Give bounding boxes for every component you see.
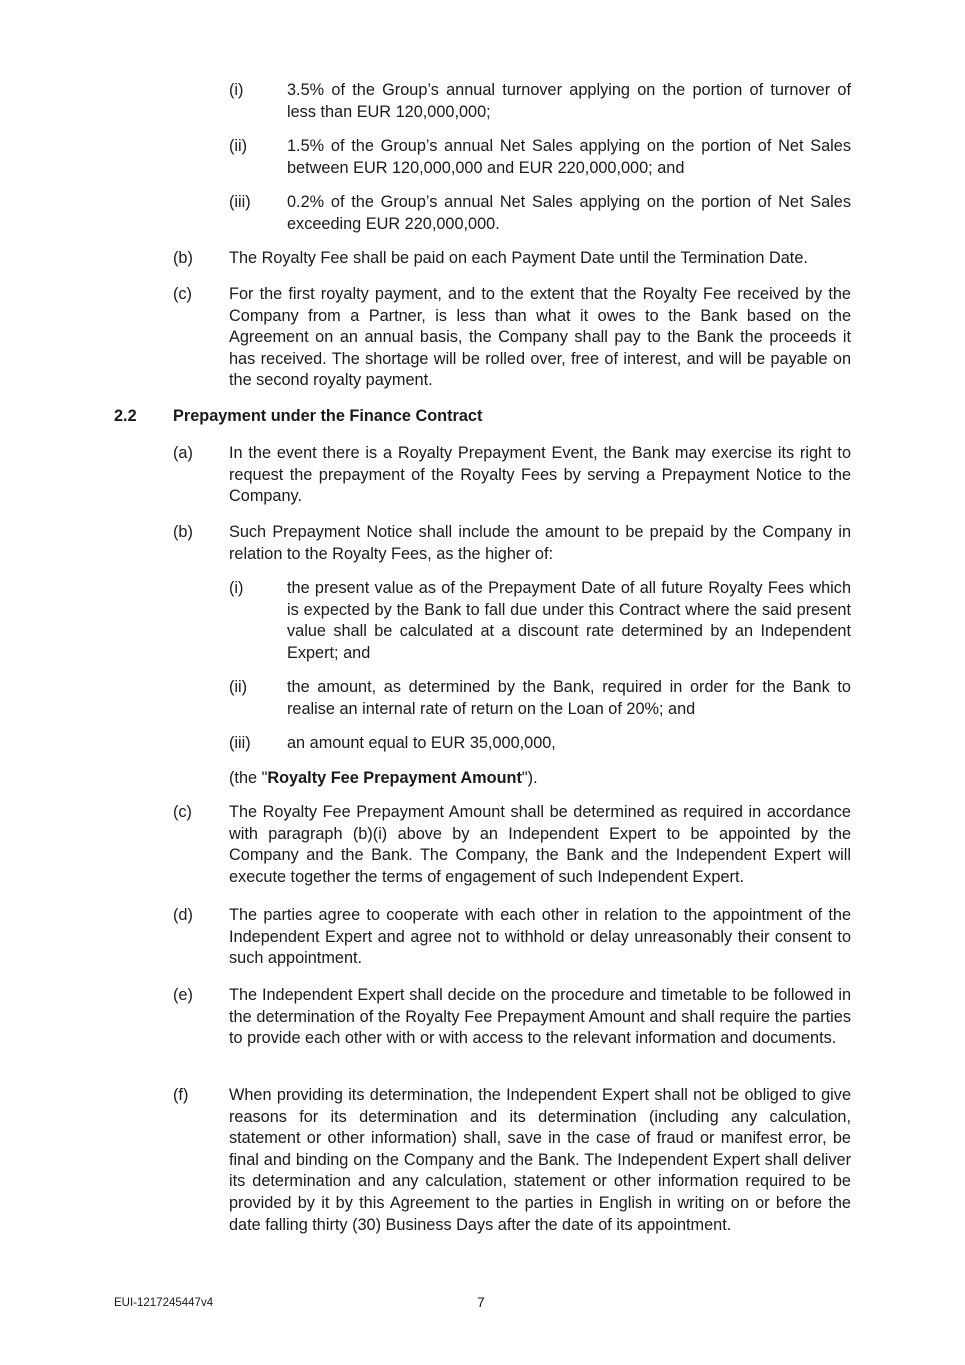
paragraph-label: (b)	[173, 249, 193, 267]
defined-term-line	[229, 768, 538, 790]
paragraph-text: In the event there is a Royalty Prepayment Event, the Bank may exercise its right to request the prepayment of the Royalty Fees by serving a Prepayment Notice to the Company.	[229, 444, 851, 506]
list-item-label: (i)	[229, 81, 244, 99]
paragraph-label: (d)	[173, 906, 193, 924]
defined-term: Royalty Fee Prepayment Amount	[267, 769, 522, 787]
list-item-text: 1.5% of the Group’s annual Net Sales applying on the portion of Net Sales between EUR 120,000,000 and EUR 220,000,000; and	[287, 137, 851, 177]
list-item-label: (ii)	[229, 137, 248, 155]
paragraph-text: The Royalty Fee shall be paid on each Payment Date until the Termination Date.	[229, 249, 808, 267]
paragraph-text: For the first royalty payment, and to the extent that the Royalty Fee received by the Company from a Partner, is less than what it owes to the Bank based on the Agreement on an annual basis, the Company shall pay to the Bank the proceeds it has received. The shortage will be rolled over, free of interest, and will be payable on the second royalty payment.	[229, 285, 851, 390]
defined-term-suffix: ").	[521, 769, 538, 787]
list-item-text: an amount equal to EUR 35,000,000,	[287, 734, 556, 752]
paragraph-label: (f)	[173, 1086, 189, 1104]
list-item-label: (ii)	[229, 678, 248, 696]
paragraph-text: The Royalty Fee Prepayment Amount shall be determined as required in accordance with paragraph (b)(i) above by an Independent Expert to be appointed by the Company and the Bank. The Company, the Bank and the Independent Expert will execute together the terms of engagement of such Independent Expert.	[229, 803, 851, 886]
paragraph-text: Such Prepayment Notice shall include the amount to be prepaid by the Company in relation to the Royalty Fees, as the higher of:	[229, 523, 851, 563]
list-item-text: the amount, as determined by the Bank, required in order for the Bank to realise an internal rate of return on the Loan of 20%; and	[287, 678, 851, 718]
list-item-label: (iii)	[229, 734, 251, 752]
section-title: Prepayment under the Finance Contract	[173, 407, 483, 425]
paragraph-label: (a)	[173, 444, 193, 462]
list-item-text: the present value as of the Prepayment Date of all future Royalty Fees which is expected by the Bank to fall due under this Contract where the said present value shall be calculated at a discount rate determined by an Independent Expert; and	[287, 579, 851, 662]
list-item-text: 3.5% of the Group’s annual turnover applying on the portion of turnover of less than EUR 120,000,000;	[287, 81, 851, 121]
paragraph-text: The parties agree to cooperate with each other in relation to the appointment of the Independent Expert and agree not to withhold or delay unreasonably their consent to such appointment.	[229, 906, 851, 968]
document-reference: EUI-1217245447v4	[114, 1297, 214, 1309]
paragraph-label: (b)	[173, 523, 193, 541]
paragraph-label: (c)	[173, 285, 192, 303]
paragraph-text: The Independent Expert shall decide on the procedure and timetable to be followed in the determination of the Royalty Fee Prepayment Amount and shall require the parties to provide each other with or with access to the relevant information and documents.	[229, 986, 851, 1048]
list-item-text: 0.2% of the Group’s annual Net Sales applying on the portion of Net Sales exceeding EUR 220,000,000.	[287, 193, 851, 233]
paragraph-label: (c)	[173, 803, 192, 821]
section-number: 2.2	[114, 407, 137, 425]
list-item-label: (i)	[229, 579, 244, 597]
list-item-label: (iii)	[229, 193, 251, 211]
defined-term-prefix: (the "	[229, 769, 268, 787]
page-number: 7	[477, 1294, 485, 1310]
paragraph-label: (e)	[173, 986, 193, 1004]
paragraph-text: When providing its determination, the Independent Expert shall not be obliged to give reasons for its determination and its determination (including any calculation, statement or other information) shall, save in the case of fraud or manifest error, be final and binding on the Company and the Bank. The Independent Expert shall deliver its determination and any calculation, statement or other information required to be provided by it by this Agreement to the parties in English in writing on or before the date falling thirty (30) Business Days after the date of its appointment.	[229, 1086, 851, 1234]
